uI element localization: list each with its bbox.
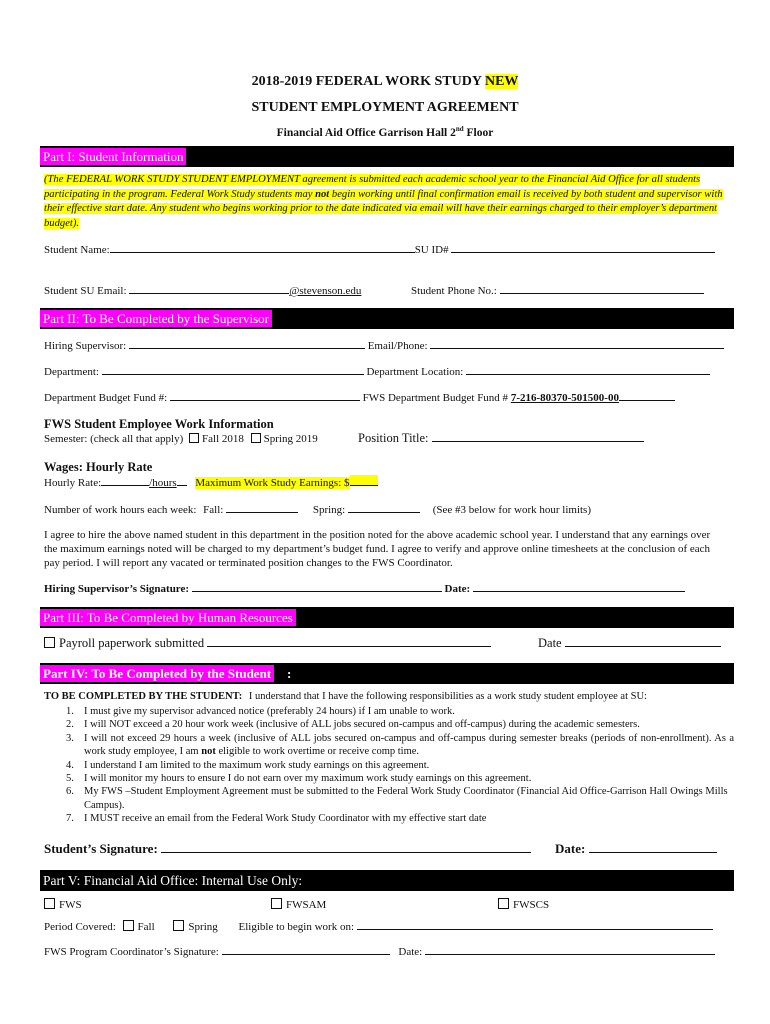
department-label: Department: [44, 366, 99, 378]
payroll-row [44, 636, 491, 651]
hr-date-row [538, 636, 721, 651]
part3-heading: Part III: To Be Completed by Human Resources [40, 609, 296, 626]
student-email-row [44, 283, 361, 297]
student-phone-row [411, 283, 704, 297]
office-text: Financial Aid Office Garrison Hall 2 [276, 126, 456, 139]
part4-heading: Part IV: To Be Completed by the Student [40, 665, 274, 682]
hours-unit-line [177, 475, 187, 486]
payroll-label: Payroll paperwork submitted [59, 636, 205, 650]
student-intro-text: I understand that I have the following responsibilities as a work study student employee at SU: [248, 691, 647, 702]
supervisor-signature-label: Hiring Supervisor’s Signature: [44, 583, 190, 595]
eligible-date-field[interactable] [357, 919, 713, 930]
hr-date-field[interactable] [565, 636, 721, 647]
student-phone-label: Student Phone No.: [411, 285, 497, 297]
student-signature-row [44, 840, 531, 857]
eligible-label: Eligible to begin work on: [238, 921, 354, 933]
student-name-row [44, 242, 715, 256]
item-text-tail: eligible to work overtime or receive comp time. [215, 746, 420, 758]
item-text: I understand I am limited to the maximum work study earnings on this agreement. [84, 759, 430, 771]
department-row [44, 364, 710, 378]
item-text: I will NOT exceed a 20 hour work week (inclusive of ALL jobs secured on-campus and off-campus) during the academic semesters. [84, 719, 640, 731]
item-number: 6. [66, 786, 74, 798]
student-phone-field[interactable] [500, 283, 704, 294]
period-spring-checkbox[interactable] [173, 920, 184, 931]
su-id-label: SU ID# [414, 244, 449, 256]
department-location-label: Department Location: [366, 366, 464, 378]
part2-header-bar [40, 308, 734, 329]
note-text-a: (The FEDERAL WORK STUDY STUDENT EMPLOYMENT agreement is submitted each academic school year to the Financial Aid Office for all students participating in the program. Federal Work Study students may [44, 174, 701, 200]
supervisor-signature-row [44, 581, 685, 595]
spring-2019-checkbox[interactable] [251, 433, 261, 443]
hiring-supervisor-label: Hiring Supervisor: [44, 340, 127, 352]
list-item [44, 772, 734, 785]
fws-budget-value: 7-216-80370-501500-00 [510, 392, 619, 404]
fws-label: FWS [59, 899, 82, 911]
wages-heading: Wages: Hourly Rate [44, 460, 153, 474]
coordinator-signature-row [44, 944, 715, 958]
student-email-label: Student SU Email: [44, 285, 127, 297]
student-signature-field[interactable] [161, 840, 531, 853]
item-text: I MUST receive an email from the Federal Work Study Coordinator with my effective start date [84, 813, 487, 825]
hourly-rate-label: Hourly Rate: [44, 477, 102, 489]
document-subtitle: STUDENT EMPLOYMENT AGREEMENT [251, 100, 519, 115]
department-field[interactable] [102, 364, 364, 375]
spring-hours-field[interactable] [348, 502, 420, 513]
fall-hours-label: Fall: [203, 504, 224, 516]
item-number: 5. [66, 773, 74, 785]
item-text: I will not exceed 29 hours a week (inclusive of ALL jobs secured on-campus and off-campus during semester breaks (periods of non-enrollment). As a work study employee, I am [84, 732, 734, 758]
list-item [44, 785, 734, 812]
responsibility-list [44, 705, 734, 826]
title-new-badge: NEW [484, 74, 519, 89]
note-bold: not [315, 188, 330, 200]
fwscs-option [498, 898, 549, 911]
fws-option [44, 898, 82, 911]
item-number: 7. [66, 813, 74, 825]
hourly-rate-field[interactable] [101, 475, 149, 486]
hr-date-label: Date [538, 636, 562, 650]
work-hour-limits-note: (See #3 below for work hour limits) [432, 504, 591, 516]
fall-hours-field[interactable] [226, 502, 298, 513]
list-item [44, 812, 734, 825]
coordinator-date-label: Date: [398, 946, 423, 958]
spring-2019-label: Spring 2019 [263, 433, 318, 445]
student-name-field[interactable] [110, 242, 415, 253]
item-number: 2. [66, 719, 74, 731]
student-email-field[interactable] [129, 283, 289, 294]
payroll-checkbox[interactable] [44, 637, 55, 648]
item-text: I will monitor my hours to ensure I do not earn over my maximum work study earnings on this agreement. [84, 773, 532, 785]
office-location [0, 125, 770, 139]
item-text: I must give my supervisor advanced notice (preferably 24 hours) if I am unable to work. [84, 706, 455, 717]
part1-note [44, 173, 724, 231]
list-item [44, 705, 734, 718]
student-date-row [555, 840, 717, 857]
student-date-field[interactable] [589, 840, 717, 853]
hourly-rate-row [44, 475, 378, 489]
title-main: 2018-2019 FEDERAL WORK STUDY [251, 74, 482, 89]
document-title [0, 74, 770, 90]
coordinator-signature-field[interactable] [222, 944, 390, 955]
part5-heading: Part V: Financial Aid Office: Internal Use Only: [43, 873, 303, 888]
work-info-heading: FWS Student Employee Work Information [44, 417, 274, 431]
payroll-field[interactable] [207, 636, 491, 647]
part4-heading-tail: : [287, 666, 292, 681]
period-fall-label: Fall [137, 921, 155, 933]
part1-heading: Part I: Student Information [40, 148, 186, 165]
period-spring-label: Spring [188, 921, 218, 933]
email-domain: @stevenson.edu [289, 285, 362, 297]
supervisor-date-label: Date: [444, 583, 471, 595]
item-bold: not [201, 746, 216, 758]
semester-label: Semester: (check all that apply) [44, 433, 184, 445]
semester-row [44, 433, 318, 445]
spring-hours-label: Spring: [312, 504, 346, 516]
hiring-supervisor-row [44, 338, 724, 352]
item-number: 3. [66, 732, 74, 744]
fwscs-checkbox[interactable] [498, 898, 509, 909]
period-covered-row [44, 919, 713, 933]
coordinator-date-field[interactable] [425, 944, 715, 955]
item-number: 1. [66, 706, 74, 717]
supervisor-agreement-text: I agree to hire the above named student in this department in the position noted for the above academic school year. I understand that any earnings over the maximum earnings noted will be charged to my department’s budget fund. I agree to verify and approve online timesheets at the conclusion of each pay period. I will report any vacated or terminated position changes to the FWS Coordinator. [44, 529, 711, 569]
max-earnings-field[interactable] [350, 475, 378, 486]
budget-fund-row [44, 390, 675, 404]
supervisor-date-field[interactable] [473, 581, 685, 592]
student-date-label: Date: [555, 841, 586, 856]
email-phone-field[interactable] [430, 338, 724, 349]
position-title-row [358, 431, 644, 446]
fwsam-option [271, 898, 326, 911]
fws-checkbox[interactable] [44, 898, 55, 909]
part4-header-bar [40, 663, 734, 684]
student-signature-label: Student’s Signature: [44, 841, 158, 856]
fwscs-label: FWSCS [513, 899, 550, 911]
fwsam-checkbox[interactable] [271, 898, 282, 909]
hours-unit: /hours [149, 477, 177, 489]
period-covered-label: Period Covered: [44, 921, 116, 933]
coordinator-signature-label: FWS Program Coordinator’s Signature: [44, 946, 219, 958]
list-item [44, 718, 734, 731]
su-id-field[interactable] [451, 242, 715, 253]
position-title-field[interactable] [432, 431, 644, 442]
email-phone-label: Email/Phone: [367, 340, 428, 352]
note-text-b: begin working until final confirmation email is received by both student and supervisor with their effective start date. Any student who begins working prior to the date indicated via email will have their earnings charged to their employer’s department budget). [44, 188, 723, 229]
list-item [44, 732, 734, 759]
item-text: My FWS –Student Employment Agreement must be submitted to the Federal Work Study Coordinator (Financial Aid Office-Garrison Hall Owings Mills Campus). [84, 786, 728, 811]
part2-heading: Part II: To Be Completed by the Supervisor [40, 310, 272, 327]
office-floor: Floor [463, 126, 494, 139]
office-sup: nd [455, 125, 464, 133]
supervisor-signature-field[interactable] [192, 581, 442, 592]
hiring-supervisor-field[interactable] [129, 338, 365, 349]
part5-header-bar [40, 870, 734, 891]
fwsam-label: FWSAM [286, 899, 327, 911]
fws-budget-label: FWS Department Budget Fund # [362, 392, 509, 404]
fall-2018-label: Fall 2018 [202, 433, 244, 445]
fws-budget-trailing-line [619, 390, 675, 401]
list-item [44, 759, 734, 772]
department-location-field[interactable] [466, 364, 710, 375]
student-intro-bold: TO BE COMPLETED BY THE STUDENT: [44, 691, 243, 702]
student-name-label: Student Name: [44, 244, 110, 256]
hours-per-week-label: Number of work hours each week: [44, 504, 197, 516]
budget-fund-field[interactable] [170, 390, 360, 401]
hours-per-week-row [44, 502, 591, 516]
student-intro [44, 691, 647, 702]
part3-header-bar [40, 607, 734, 628]
fall-2018-checkbox[interactable] [189, 433, 199, 443]
budget-fund-label: Department Budget Fund #: [44, 392, 168, 404]
max-earnings-label: Maximum Work Study Earnings: $ [195, 477, 350, 489]
period-fall-checkbox[interactable] [123, 920, 134, 931]
item-number: 4. [66, 759, 74, 771]
part1-header-bar [40, 146, 734, 167]
position-title-label: Position Title: [358, 431, 429, 445]
